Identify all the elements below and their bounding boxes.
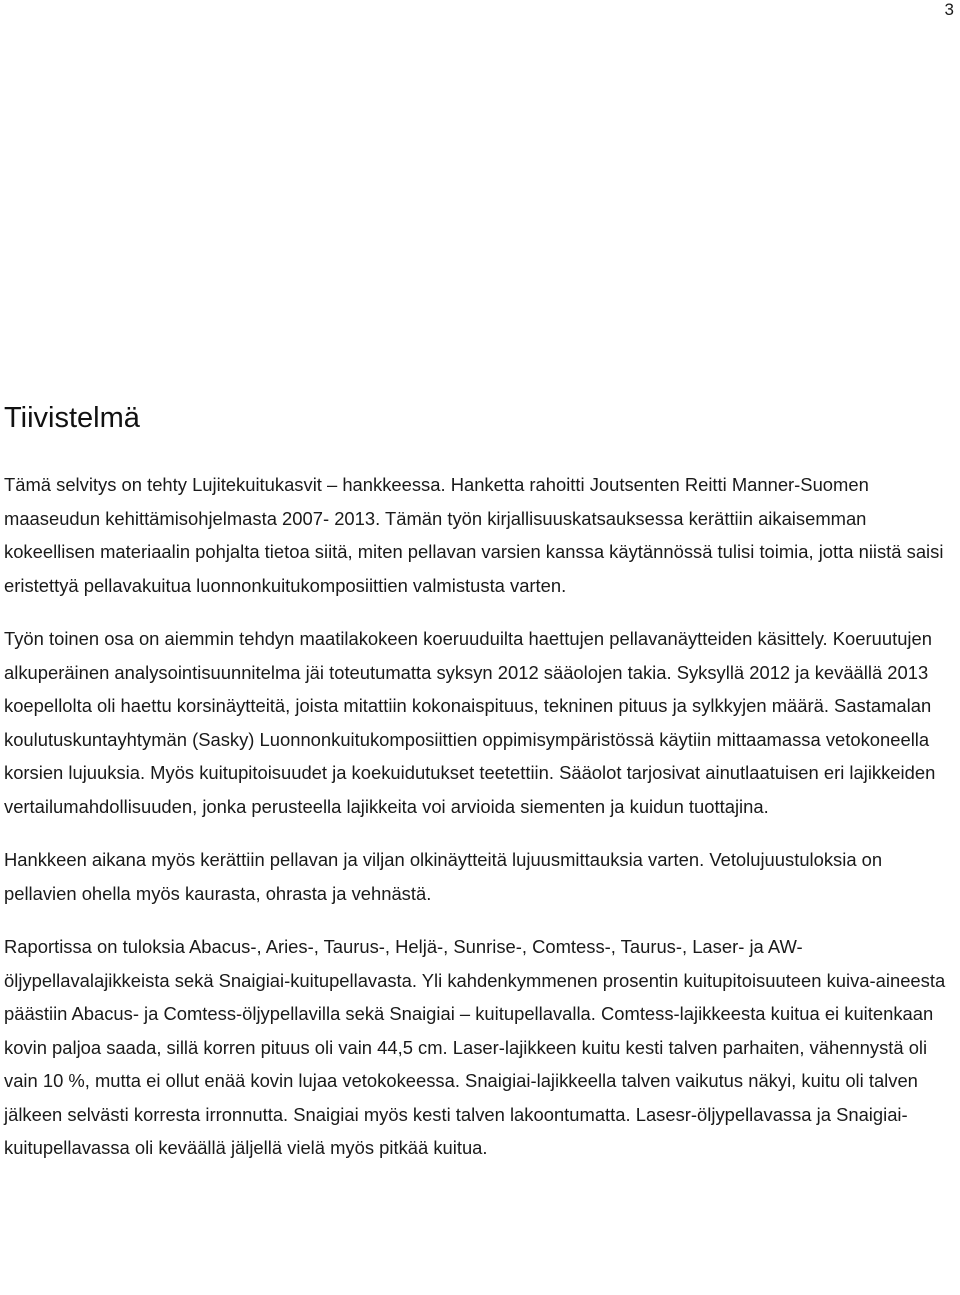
paragraph-3: Hankkeen aikana myös kerättiin pellavan ja viljan olkinäytteitä lujuusmittauksia varten. Vetolujuustuloksia on pellavien ohella myös kaurasta, ohrasta ja vehnästä.: [4, 849, 883, 904]
paragraph-2: Työn toinen osa on aiemmin tehdyn maatilakokeen koeruuduilta haettujen pellavanäytteiden käsittely. Koeruutujen alkuperäinen analysointisuunnitelma jäi toteutumatta syksyn 2012 sääolojen takia. Syksyllä 2012 ja keväällä 2013 koepellolta oli haettu korsinäytteitä, joista mitattiin kokonaispituus, tekninen pituus ja sylkkyjen määrä. Sastamalan koulutuskuntayhtymän (Sasky) Luonnonkuitukomposiittien oppimisympäristössä käytiin mittaamassa vetokoneella korsien lujuuksia. Myös kuitupitoisuudet ja koekuidutukset teetettiin. Sääolot tarjosivat ainutlaatuisen eri lajikkeiden vertailumahdollisuuden, jonka perusteella lajikkeita voi arvioida siementen ja kuidun tuottajina.: [4, 628, 936, 817]
paragraph-4: Raportissa on tuloksia Abacus-, Aries-, Taurus-, Heljä-, Sunrise-, Comtess-, Taurus-, Laser- ja AW-öljypellavalajikkeista sekä Snaigiai-kuitupellavasta. Yli kahdenkymmenen prosentin kuitupitoisuuteen kuiva-aineesta päästiin Abacus- ja Comtess-öljypellavilla sekä Snaigiai – kuitupellavalla. Comtess-lajikkeesta kuitua ei kuitenkaan kovin paljoa saada, sillä korren pituus oli vain 44,5 cm. Laser-lajikkeen kuitu kesti talven parhaiten, vähennystä oli vain 10 %, mutta ei ollut enää kovin lujaa vetokokeessa. Snaigiai-lajikkeella talven vaikutus näkyi, kuitu oli talven jälkeen selvästi korresta irronnutta. Snaigiai myös kesti talven lakoontumatta. Lasesr-öljypellavassa ja Snaigiai-kuitupellavassa oli keväällä jäljellä vielä myös pitkää kuitua.: [4, 936, 946, 1158]
abstract-section: [4, 400, 956, 1185]
page-number: 3: [944, 0, 954, 19]
paragraph-1: Tämä selvitys on tehty Lujitekuitukasvit – hankkeessa. Hanketta rahoitti Joutsenten Reitti Manner-Suomen maaseudun kehittämisohjelmasta 2007- 2013. Tämän työn kirjallisuuskatsauksessa kerättiin aikaisemman kokeellisen materiaalin pohjalta tietoa siitä, miten pellavan varsien kanssa käytännössä tulisi toimia, jotta niistä saisi eristettyä pellavakuitua luonnonkuitukomposiittien valmistusta varten.: [4, 474, 944, 596]
section-title: Tiivistelmä: [4, 402, 140, 434]
